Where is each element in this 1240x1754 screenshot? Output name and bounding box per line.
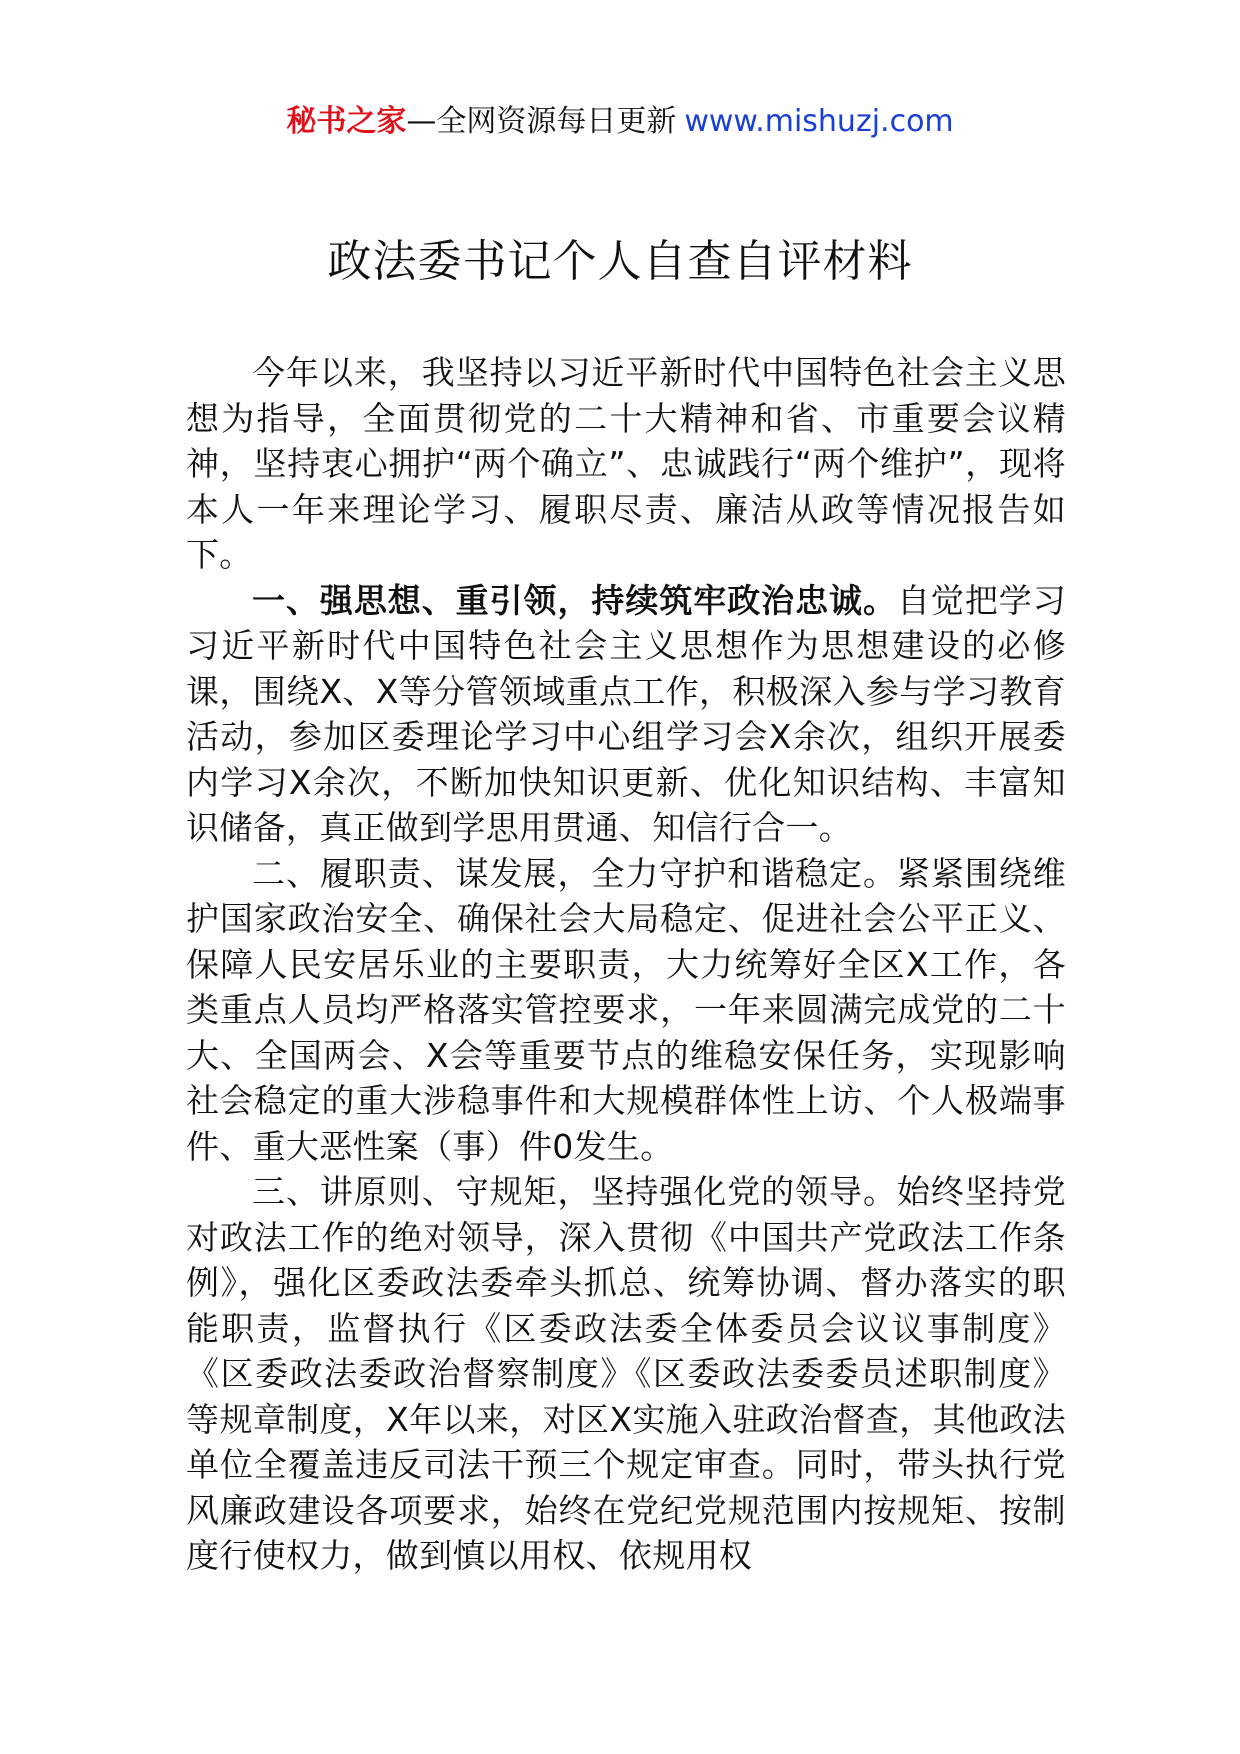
section-heading: 一、强思想、重引领，持续筑牢政治忠诚。 <box>252 580 897 620</box>
document-title: 政法委书记个人自查自评材料 <box>327 236 913 287</box>
paragraph-text: 二、履职责、谋发展，全力守护和谐稳定。紧紧围绕维护国家政治安全、确保社会大局稳定、促进社会公平正义、保障人民安居乐业的主要职责，大力统筹好全区X工作，各类重点人员均严格落实管控要求，一年来圆满完成党的二十大、全国两会、X会等重要节点的维稳安保任务，实现影响社会稳定的重大涉稳事件和大规模群体性上访、个人极端事件、重大恶性案（事）件0发生。 <box>186 853 1066 1166</box>
paragraph-section-3 <box>186 1169 1066 1579</box>
document-body <box>186 350 1066 1579</box>
paragraph-section-1 <box>186 578 1066 851</box>
paragraph-intro <box>186 350 1066 578</box>
paragraph-text: 三、讲原则、守规矩，坚持强化党的领导。始终坚持党对政法工作的绝对领导，深入贯彻《中国共产党政法工作条例》，强化区委政法委牵头抓总、统筹协调、督办落实的职能职责，监督执行《区委政法委全体委员会议议事制度》《区委政法委政治督察制度》《区委政法委委员述职制度》等规章制度，X年以来，对区X实施入驻政治督查，其他政法单位全覆盖违反司法干预三个规定审查。同时，带头执行党风廉政建设各项要求，始终在党纪党规范围内按规矩、按制度行使权力，做到慎以用权、依规用权 <box>186 1172 1066 1575</box>
paragraph-section-2 <box>186 851 1066 1170</box>
header-slogan: —全网资源每日更新 <box>406 104 677 139</box>
brand-name: 秘书之家 <box>286 104 407 139</box>
paragraph-text: 自觉把学习习近平新时代中国特色社会主义思想作为思想建设的必修课，围绕X、X等分管领域重点工作，积极深入参与学习教育活动，参加区委理论学习中心组学习会X余次，组织开展委内学习X余次，不断加快知识更新、优化知识结构、丰富知识储备，真正做到学思用贯通、知信行合一。 <box>186 580 1067 847</box>
site-url-link[interactable]: www.mishuzj.com <box>684 104 954 139</box>
paragraph-text: 今年以来，我坚持以习近平新时代中国特色社会主义思想为指导，全面贯彻党的二十大精神和省、市重要会议精神，坚持衷心拥护“两个确立”、忠诚践行“两个维护”，现将本人一年来理论学习、履职尽责、廉洁从政等情况报告如下。 <box>186 353 1066 574</box>
header-banner <box>0 100 1240 144</box>
